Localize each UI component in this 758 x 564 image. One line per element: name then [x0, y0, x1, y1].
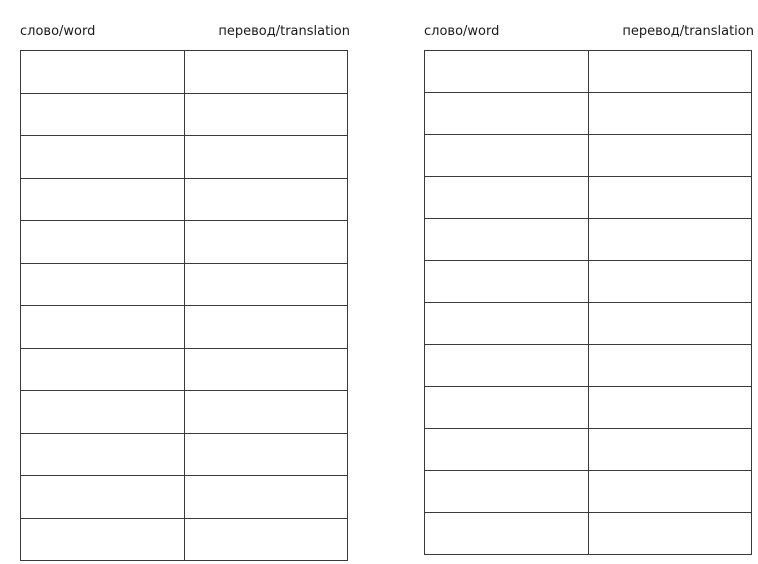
- table-row: [21, 136, 348, 179]
- table-row: [21, 433, 348, 476]
- translation-cell[interactable]: [588, 345, 752, 387]
- word-cell[interactable]: [21, 178, 185, 221]
- word-cell[interactable]: [425, 93, 589, 135]
- word-cell[interactable]: [425, 261, 589, 303]
- word-cell[interactable]: [425, 303, 589, 345]
- table-row: [21, 518, 348, 561]
- translation-cell[interactable]: [588, 513, 752, 555]
- left-vocabulary-page: [20, 0, 350, 564]
- word-cell[interactable]: [425, 345, 589, 387]
- table-row: [425, 177, 752, 219]
- table-row: [21, 93, 348, 136]
- translation-cell[interactable]: [184, 136, 348, 179]
- right-table-header: [424, 23, 754, 41]
- word-cell[interactable]: [21, 93, 185, 136]
- table-row: [425, 471, 752, 513]
- table-row: [425, 303, 752, 345]
- word-cell[interactable]: [425, 513, 589, 555]
- table-row: [21, 348, 348, 391]
- word-cell[interactable]: [425, 177, 589, 219]
- table-row: [425, 135, 752, 177]
- translation-cell[interactable]: [588, 177, 752, 219]
- translation-cell[interactable]: [588, 471, 752, 513]
- table-row: [21, 391, 348, 434]
- translation-cell[interactable]: [184, 518, 348, 561]
- translation-cell[interactable]: [588, 93, 752, 135]
- left-vocabulary-table: [20, 50, 348, 561]
- translation-cell[interactable]: [588, 429, 752, 471]
- table-row: [425, 261, 752, 303]
- table-row: [425, 219, 752, 261]
- table-row: [21, 51, 348, 94]
- word-column-heading: слово/word: [424, 24, 500, 39]
- translation-cell[interactable]: [184, 178, 348, 221]
- translation-column-heading: перевод/translation: [622, 24, 754, 39]
- table-row: [425, 51, 752, 93]
- table-row: [425, 429, 752, 471]
- table-row: [425, 387, 752, 429]
- word-cell[interactable]: [425, 135, 589, 177]
- word-cell[interactable]: [425, 429, 589, 471]
- word-cell[interactable]: [21, 263, 185, 306]
- word-cell[interactable]: [21, 518, 185, 561]
- word-cell[interactable]: [21, 136, 185, 179]
- word-cell[interactable]: [21, 306, 185, 349]
- word-cell[interactable]: [425, 387, 589, 429]
- translation-cell[interactable]: [184, 348, 348, 391]
- translation-cell[interactable]: [184, 51, 348, 94]
- translation-cell[interactable]: [184, 263, 348, 306]
- translation-cell[interactable]: [588, 261, 752, 303]
- translation-cell[interactable]: [184, 93, 348, 136]
- right-vocabulary-table: [424, 50, 752, 555]
- word-cell[interactable]: [21, 348, 185, 391]
- table-row: [21, 221, 348, 264]
- table-row: [21, 178, 348, 221]
- table-row: [21, 263, 348, 306]
- table-row: [21, 306, 348, 349]
- word-cell[interactable]: [425, 51, 589, 93]
- translation-cell[interactable]: [184, 221, 348, 264]
- translation-cell[interactable]: [184, 391, 348, 434]
- translation-cell[interactable]: [588, 303, 752, 345]
- word-column-heading: слово/word: [20, 24, 96, 39]
- table-row: [425, 93, 752, 135]
- word-cell[interactable]: [21, 51, 185, 94]
- translation-cell[interactable]: [588, 387, 752, 429]
- translation-column-heading: перевод/translation: [218, 24, 350, 39]
- table-row: [425, 345, 752, 387]
- translation-cell[interactable]: [184, 476, 348, 519]
- word-cell[interactable]: [425, 471, 589, 513]
- translation-cell[interactable]: [184, 306, 348, 349]
- translation-cell[interactable]: [184, 433, 348, 476]
- table-row: [425, 513, 752, 555]
- word-cell[interactable]: [425, 219, 589, 261]
- table-row: [21, 476, 348, 519]
- word-cell[interactable]: [21, 221, 185, 264]
- word-cell[interactable]: [21, 433, 185, 476]
- word-cell[interactable]: [21, 476, 185, 519]
- translation-cell[interactable]: [588, 51, 752, 93]
- right-vocabulary-page: [424, 0, 754, 564]
- word-cell[interactable]: [21, 391, 185, 434]
- left-table-header: [20, 23, 350, 41]
- translation-cell[interactable]: [588, 219, 752, 261]
- translation-cell[interactable]: [588, 135, 752, 177]
